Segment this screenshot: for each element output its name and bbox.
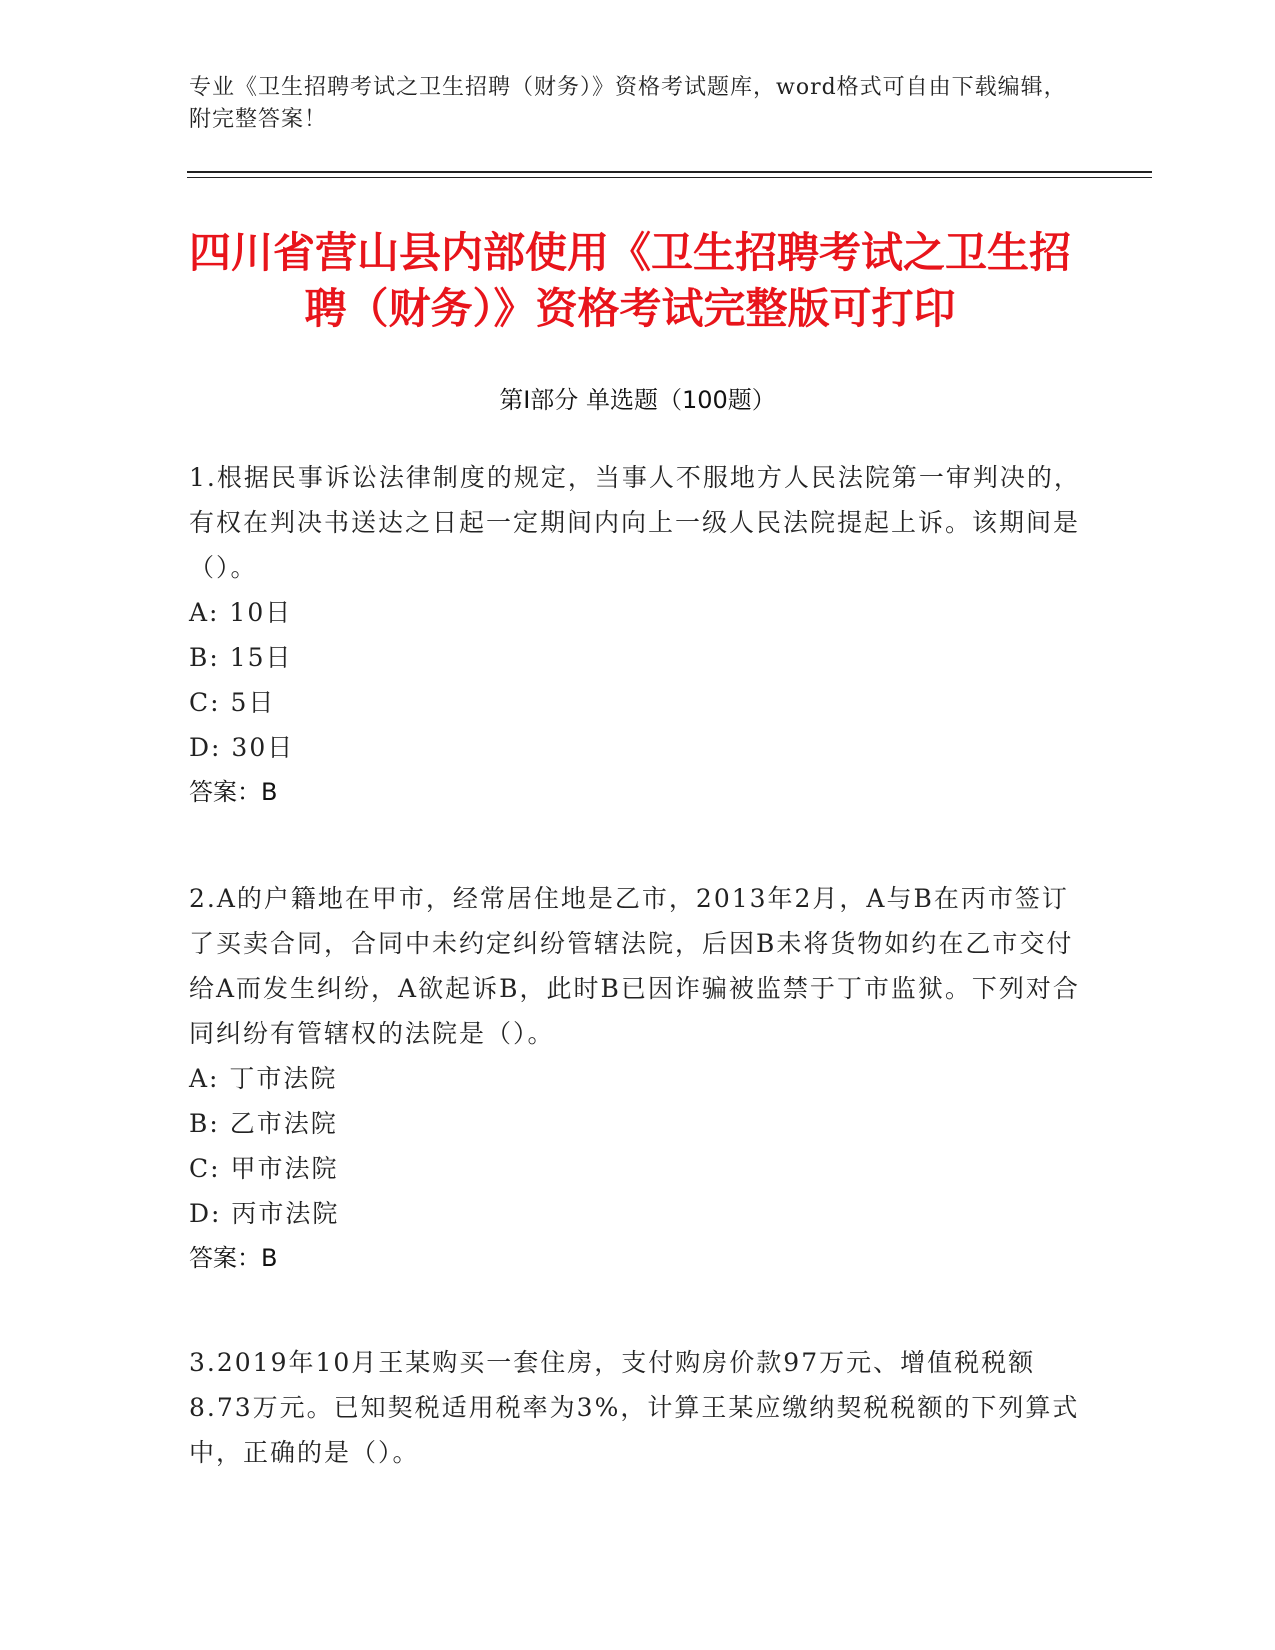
header-divider-thick <box>187 171 1152 173</box>
header-divider-thin <box>187 177 1152 178</box>
option-b: B: 15日 <box>189 643 293 672</box>
option-d: D: 丙市法院 <box>189 1199 340 1228</box>
option-b: B: 乙市法院 <box>189 1109 338 1138</box>
answer-line: 答案：B <box>189 1244 278 1272</box>
option-c: C: 5日 <box>189 688 276 717</box>
answer-line: 答案：B <box>189 778 278 806</box>
document-title: 四川省营山县内部使用《卫生招聘考试之卫生招聘（财务）》资格考试完整版可打印 <box>188 228 1071 333</box>
section-heading: 第I部分 单选题（100题） <box>499 386 776 414</box>
question-stem: 2.A的户籍地在甲市，经常居住地是乙市，2013年2月，A与B在丙市签订了买卖合同，合同中未约定纠纷管辖法院，后因B未将货物如约在乙市交付给A而发生纠纷，A欲起诉B，此时B已因诈骗被监禁于丁市监狱。下列对合同纠纷有管辖权的法院是（）。 <box>189 884 1080 1048</box>
question-2 <box>189 876 1089 1281</box>
question-1 <box>189 455 1089 815</box>
question-stem: 1.根据民事诉讼法律制度的规定，当事人不服地方人民法院第一审判决的，有权在判决书送达之日起一定期间内向上一级人民法院提起上诉。该期间是（）。 <box>189 463 1081 582</box>
header-note: 专业《卫生招聘考试之卫生招聘（财务）》资格考试题库，word格式可自由下载编辑，附完整答案！ <box>189 75 1067 132</box>
option-c: C: 甲市法院 <box>189 1154 339 1183</box>
option-a: A: 丁市法院 <box>189 1064 338 1093</box>
question-3 <box>189 1340 1089 1475</box>
option-d: D: 30日 <box>189 733 295 762</box>
question-stem: 3.2019年10月王某购买一套住房，支付购房价款97万元、增值税税额8.73万元。已知契税适用税率为3%，计算王某应缴纳契税税额的下列算式中，正确的是（）。 <box>189 1348 1080 1467</box>
option-a: A: 10日 <box>189 598 293 627</box>
